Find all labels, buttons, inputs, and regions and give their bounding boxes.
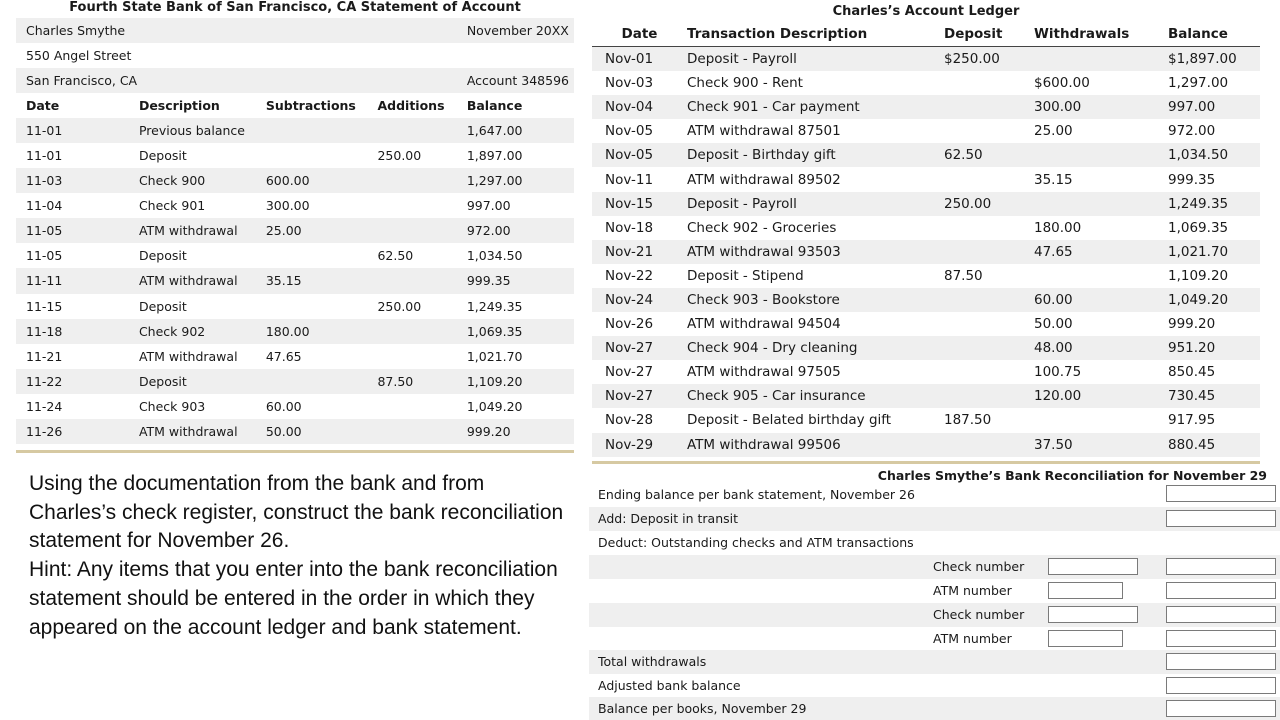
check-number-label: Check number	[933, 607, 1025, 622]
recon-row-atm-2	[589, 627, 1280, 651]
bank-table-cell: 35.15	[256, 268, 368, 293]
bank-table-cell: 972.00	[457, 218, 574, 243]
bank-header-row	[16, 68, 574, 93]
ledger-cell	[1034, 143, 1168, 167]
bank-table-row	[16, 419, 574, 444]
ledger-cell	[944, 119, 1034, 143]
ledger-cell: Nov-27	[592, 336, 687, 360]
recon-row-check-1	[589, 555, 1280, 579]
ledger-row	[592, 71, 1260, 95]
ledger-row	[592, 360, 1260, 384]
ledger-cell	[1034, 408, 1168, 432]
ledger-cell: 60.00	[1034, 288, 1168, 312]
ledger-cell: 62.50	[944, 143, 1034, 167]
balance-per-books-label: Balance per books, November 29	[598, 701, 807, 716]
bank-header-left: Charles Smythe	[16, 18, 457, 43]
ledger-cell: Nov-11	[592, 167, 687, 191]
bank-table-cell: Check 901	[129, 193, 256, 218]
bank-table-cell: ATM withdrawal	[129, 419, 256, 444]
ledger-cell	[944, 312, 1034, 336]
bank-table-cell	[256, 118, 368, 143]
ledger-cell	[944, 288, 1034, 312]
ledger-cell: Nov-24	[592, 288, 687, 312]
bank-table-row	[16, 268, 574, 293]
bank-table-cell	[367, 319, 456, 344]
ledger-cell: 1,021.70	[1168, 240, 1260, 264]
atm-amount-input-2[interactable]	[1166, 630, 1276, 647]
recon-row-deposit-in-transit	[589, 507, 1280, 531]
bank-table-cell: Deposit	[129, 243, 256, 268]
bank-table-row	[16, 319, 574, 344]
ledger-row	[592, 143, 1260, 167]
ledger-cell: 120.00	[1034, 384, 1168, 408]
bank-table-cell	[256, 369, 368, 394]
ledger-header-row	[592, 20, 1260, 47]
ledger-row	[592, 192, 1260, 216]
ledger-cell	[944, 384, 1034, 408]
ledger-cell	[944, 95, 1034, 119]
bank-header-row	[16, 18, 574, 43]
bank-table-row	[16, 193, 574, 218]
bank-table-cell: 1,647.00	[457, 118, 574, 143]
bank-table-row	[16, 118, 574, 143]
ledger-row	[592, 119, 1260, 143]
ledger-row	[592, 216, 1260, 240]
ledger-cell	[944, 240, 1034, 264]
bank-table-cell: 62.50	[367, 243, 456, 268]
ledger-cell: Nov-27	[592, 384, 687, 408]
adjusted-balance-input[interactable]	[1166, 677, 1276, 694]
ledger-cell: $600.00	[1034, 71, 1168, 95]
ledger-cell: Nov-27	[592, 360, 687, 384]
ledger-cell: 1,297.00	[1168, 71, 1260, 95]
bank-table-row	[16, 394, 574, 419]
ledger-cell: 1,049.20	[1168, 288, 1260, 312]
atm-number-input-1[interactable]	[1048, 582, 1123, 599]
ledger-cell: 999.35	[1168, 167, 1260, 191]
bank-table-cell: Deposit	[129, 369, 256, 394]
ledger-cell	[944, 216, 1034, 240]
ending-balance-input[interactable]	[1166, 485, 1276, 502]
ledger-cell	[944, 167, 1034, 191]
bank-table-cell	[256, 243, 368, 268]
ledger-row	[592, 384, 1260, 408]
ledger-cell: ATM withdrawal 99506	[687, 433, 944, 457]
bank-table-row	[16, 344, 574, 369]
bank-table-cell: ATM withdrawal	[129, 218, 256, 243]
bank-table-cell: 87.50	[367, 369, 456, 394]
deposit-in-transit-label: Add: Deposit in transit	[598, 511, 739, 526]
check-amount-input-2[interactable]	[1166, 606, 1276, 623]
ledger-cell: Deposit - Birthday gift	[687, 143, 944, 167]
bank-table-cell: 11-03	[16, 168, 129, 193]
bank-statement-divider	[16, 450, 574, 453]
check-number-label: Check number	[933, 559, 1025, 574]
atm-number-label: ATM number	[933, 631, 1012, 646]
ledger-row	[592, 167, 1260, 191]
bank-table-cell: 11-05	[16, 243, 129, 268]
ledger-cell: 917.95	[1168, 408, 1260, 432]
ledger-cell: $250.00	[944, 47, 1034, 72]
bank-table-cell	[367, 419, 456, 444]
ledger-cell: 1,069.35	[1168, 216, 1260, 240]
ledger-cell: Nov-28	[592, 408, 687, 432]
bank-table-cell	[367, 193, 456, 218]
ledger-row	[592, 95, 1260, 119]
ledger-cell	[1034, 264, 1168, 288]
ledger-cell: ATM withdrawal 87501	[687, 119, 944, 143]
bank-header-left: 550 Angel Street	[16, 43, 457, 68]
total-withdrawals-input[interactable]	[1166, 653, 1276, 670]
ledger-cell: 1,034.50	[1168, 143, 1260, 167]
bank-header-left: San Francisco, CA	[16, 68, 457, 93]
bank-table-row	[16, 369, 574, 394]
ledger-cell: Check 903 - Bookstore	[687, 288, 944, 312]
ledger-cell: Check 904 - Dry cleaning	[687, 336, 944, 360]
bank-table-cell	[256, 143, 368, 168]
atm-number-input-2[interactable]	[1048, 630, 1123, 647]
ledger-cell: 997.00	[1168, 95, 1260, 119]
bank-table-cell	[367, 344, 456, 369]
bank-table-cell: Previous balance	[129, 118, 256, 143]
ledger-row	[592, 288, 1260, 312]
bank-table-cell: 1,109.20	[457, 369, 574, 394]
ledger-cell: 300.00	[1034, 95, 1168, 119]
ledger-row	[592, 433, 1260, 457]
bank-table-cell: 60.00	[256, 394, 368, 419]
bank-table-cell: 50.00	[256, 419, 368, 444]
bank-table-cell: 25.00	[256, 218, 368, 243]
ledger-cell: Nov-26	[592, 312, 687, 336]
ledger-cell: 1,249.35	[1168, 192, 1260, 216]
ledger-cell: 100.75	[1034, 360, 1168, 384]
bank-table-cell: 999.20	[457, 419, 574, 444]
bank-table-cell: 1,897.00	[457, 143, 574, 168]
bank-table-cell: Check 902	[129, 319, 256, 344]
ledger-column-header: Transaction Description	[687, 20, 944, 47]
bank-table-cell: 11-04	[16, 193, 129, 218]
bank-table-cell: 11-01	[16, 143, 129, 168]
ledger-column-header: Date	[592, 20, 687, 47]
ledger-cell: Check 905 - Car insurance	[687, 384, 944, 408]
bank-column-header: Date	[16, 93, 129, 118]
bank-table-cell: 600.00	[256, 168, 368, 193]
bank-table-cell: Check 900	[129, 168, 256, 193]
ledger-cell	[944, 360, 1034, 384]
ending-balance-label: Ending balance per bank statement, November 26	[598, 487, 915, 502]
bank-table-cell: Deposit	[129, 294, 256, 319]
ledger-cell: 1,109.20	[1168, 264, 1260, 288]
hint-paragraph: Hint: Any items that you enter into the bank reconciliation statement should be entered in the order in which they appeared on the account ledger and bank statement.	[29, 558, 558, 639]
check-amount-input-1[interactable]	[1166, 558, 1276, 575]
bank-table-cell: 1,297.00	[457, 168, 574, 193]
ledger-cell: 180.00	[1034, 216, 1168, 240]
bank-table-row	[16, 294, 574, 319]
bank-column-header: Subtractions	[256, 93, 368, 118]
bank-table-cell: ATM withdrawal	[129, 344, 256, 369]
deduct-label: Deduct: Outstanding checks and ATM transactions	[598, 535, 914, 550]
ledger-cell: Nov-03	[592, 71, 687, 95]
ledger-cell: ATM withdrawal 97505	[687, 360, 944, 384]
bank-table-cell: 250.00	[367, 294, 456, 319]
ledger-cell: Nov-04	[592, 95, 687, 119]
ledger-divider	[592, 461, 1260, 464]
ledger-cell: 730.45	[1168, 384, 1260, 408]
ledger-cell: 47.65	[1034, 240, 1168, 264]
ledger-column-header: Balance	[1168, 20, 1260, 47]
bank-table-cell: 250.00	[367, 143, 456, 168]
ledger-row	[592, 336, 1260, 360]
bank-column-header-row	[16, 93, 574, 118]
bank-table-cell: 11-15	[16, 294, 129, 319]
bank-table-cell	[367, 118, 456, 143]
total-withdrawals-label: Total withdrawals	[598, 654, 707, 669]
adjusted-balance-label: Adjusted bank balance	[598, 678, 741, 693]
ledger-cell: 35.15	[1034, 167, 1168, 191]
ledger-cell: Nov-18	[592, 216, 687, 240]
bank-column-header: Description	[129, 93, 256, 118]
ledger-cell: ATM withdrawal 89502	[687, 167, 944, 191]
bank-table-cell	[367, 394, 456, 419]
ledger-cell: $1,897.00	[1168, 47, 1260, 72]
ledger-cell: 880.45	[1168, 433, 1260, 457]
ledger-column-header: Withdrawals	[1034, 20, 1168, 47]
bank-table-row	[16, 143, 574, 168]
bank-table-cell	[256, 294, 368, 319]
bank-table-cell: ATM withdrawal	[129, 268, 256, 293]
ledger-row	[592, 47, 1260, 72]
recon-row-ending-balance	[589, 483, 1280, 507]
bank-table-cell: Deposit	[129, 143, 256, 168]
bank-table-row	[16, 168, 574, 193]
bank-header-right: November 20XX	[457, 18, 574, 43]
ledger-cell: 951.20	[1168, 336, 1260, 360]
ledger-cell: 37.50	[1034, 433, 1168, 457]
bank-table-row	[16, 218, 574, 243]
ledger-cell: 25.00	[1034, 119, 1168, 143]
ledger-cell	[944, 71, 1034, 95]
recon-row-balance-per-books	[589, 697, 1280, 720]
recon-row-atm-1	[589, 579, 1280, 603]
bank-statement-title: Fourth State Bank of San Francisco, CA Statement of Account	[69, 0, 521, 15]
bank-header-row	[16, 43, 574, 68]
bank-table-cell	[367, 168, 456, 193]
bank-statement-table	[16, 18, 574, 444]
bank-table-cell	[367, 218, 456, 243]
bank-table-cell: 180.00	[256, 319, 368, 344]
bank-table-cell: 1,049.20	[457, 394, 574, 419]
bank-table-cell: 1,021.70	[457, 344, 574, 369]
reconciliation-title: Charles Smythe’s Bank Reconciliation for November 29	[877, 468, 1267, 483]
bank-header-right	[457, 43, 574, 68]
balance-per-books-input[interactable]	[1166, 700, 1276, 717]
ledger-cell: Nov-22	[592, 264, 687, 288]
recon-row-total-withdrawals	[589, 650, 1280, 674]
bank-table-cell: Check 903	[129, 394, 256, 419]
bank-column-header: Balance	[457, 93, 574, 118]
bank-table-cell: 1,034.50	[457, 243, 574, 268]
instructions	[29, 470, 569, 642]
instructions-paragraph: Using the documentation from the bank and from Charles’s check register, construct the bank reconciliation statement for November 26.	[29, 472, 564, 553]
recon-row-check-2	[589, 603, 1280, 627]
ledger-cell: Deposit - Stipend	[687, 264, 944, 288]
bank-table-cell: 11-11	[16, 268, 129, 293]
ledger-cell: Nov-29	[592, 433, 687, 457]
bank-table-cell: 11-24	[16, 394, 129, 419]
ledger-cell: Nov-05	[592, 143, 687, 167]
ledger-cell: Nov-21	[592, 240, 687, 264]
bank-table-cell: 11-05	[16, 218, 129, 243]
ledger-cell: Check 900 - Rent	[687, 71, 944, 95]
bank-column-header: Additions	[367, 93, 456, 118]
ledger-cell	[944, 433, 1034, 457]
recon-row-deduct	[589, 531, 1280, 555]
ledger-title: Charles’s Account Ledger	[832, 4, 1020, 19]
ledger-cell: 50.00	[1034, 312, 1168, 336]
ledger-cell: 87.50	[944, 264, 1034, 288]
ledger-cell	[1034, 47, 1168, 72]
ledger-table	[592, 20, 1260, 457]
ledger-cell: Nov-05	[592, 119, 687, 143]
check-number-input-2[interactable]	[1048, 606, 1138, 623]
bank-table-cell: 999.35	[457, 268, 574, 293]
ledger-cell: Deposit - Payroll	[687, 192, 944, 216]
ledger-cell: 999.20	[1168, 312, 1260, 336]
recon-row-adjusted-balance	[589, 674, 1280, 698]
ledger-column-header: Deposit	[944, 20, 1034, 47]
bank-table-cell: 11-21	[16, 344, 129, 369]
ledger-cell: Deposit - Payroll	[687, 47, 944, 72]
ledger-cell: Nov-01	[592, 47, 687, 72]
ledger-row	[592, 312, 1260, 336]
bank-header-right: Account 348596	[457, 68, 574, 93]
ledger-cell: 48.00	[1034, 336, 1168, 360]
bank-table-cell: 11-18	[16, 319, 129, 344]
bank-table-cell: 11-26	[16, 419, 129, 444]
bank-table-cell: 1,249.35	[457, 294, 574, 319]
ledger-cell: 250.00	[944, 192, 1034, 216]
bank-table-row	[16, 243, 574, 268]
bank-table-cell: 47.65	[256, 344, 368, 369]
bank-table-cell: 1,069.35	[457, 319, 574, 344]
atm-amount-input-1[interactable]	[1166, 582, 1276, 599]
ledger-cell: Check 901 - Car payment	[687, 95, 944, 119]
ledger-cell: 972.00	[1168, 119, 1260, 143]
ledger-cell: 187.50	[944, 408, 1034, 432]
check-number-input-1[interactable]	[1048, 558, 1138, 575]
ledger-cell: ATM withdrawal 93503	[687, 240, 944, 264]
bank-table-cell: 300.00	[256, 193, 368, 218]
ledger-row	[592, 408, 1260, 432]
deposit-in-transit-input[interactable]	[1166, 510, 1276, 527]
ledger-cell: 850.45	[1168, 360, 1260, 384]
ledger-cell: ATM withdrawal 94504	[687, 312, 944, 336]
ledger-row	[592, 240, 1260, 264]
atm-number-label: ATM number	[933, 583, 1012, 598]
ledger-cell	[944, 336, 1034, 360]
ledger-cell	[1034, 192, 1168, 216]
ledger-cell: Deposit - Belated birthday gift	[687, 408, 944, 432]
bank-table-cell	[367, 268, 456, 293]
bank-table-cell: 997.00	[457, 193, 574, 218]
bank-table-cell: 11-01	[16, 118, 129, 143]
ledger-row	[592, 264, 1260, 288]
ledger-cell: Check 902 - Groceries	[687, 216, 944, 240]
bank-table-cell: 11-22	[16, 369, 129, 394]
ledger-cell: Nov-15	[592, 192, 687, 216]
